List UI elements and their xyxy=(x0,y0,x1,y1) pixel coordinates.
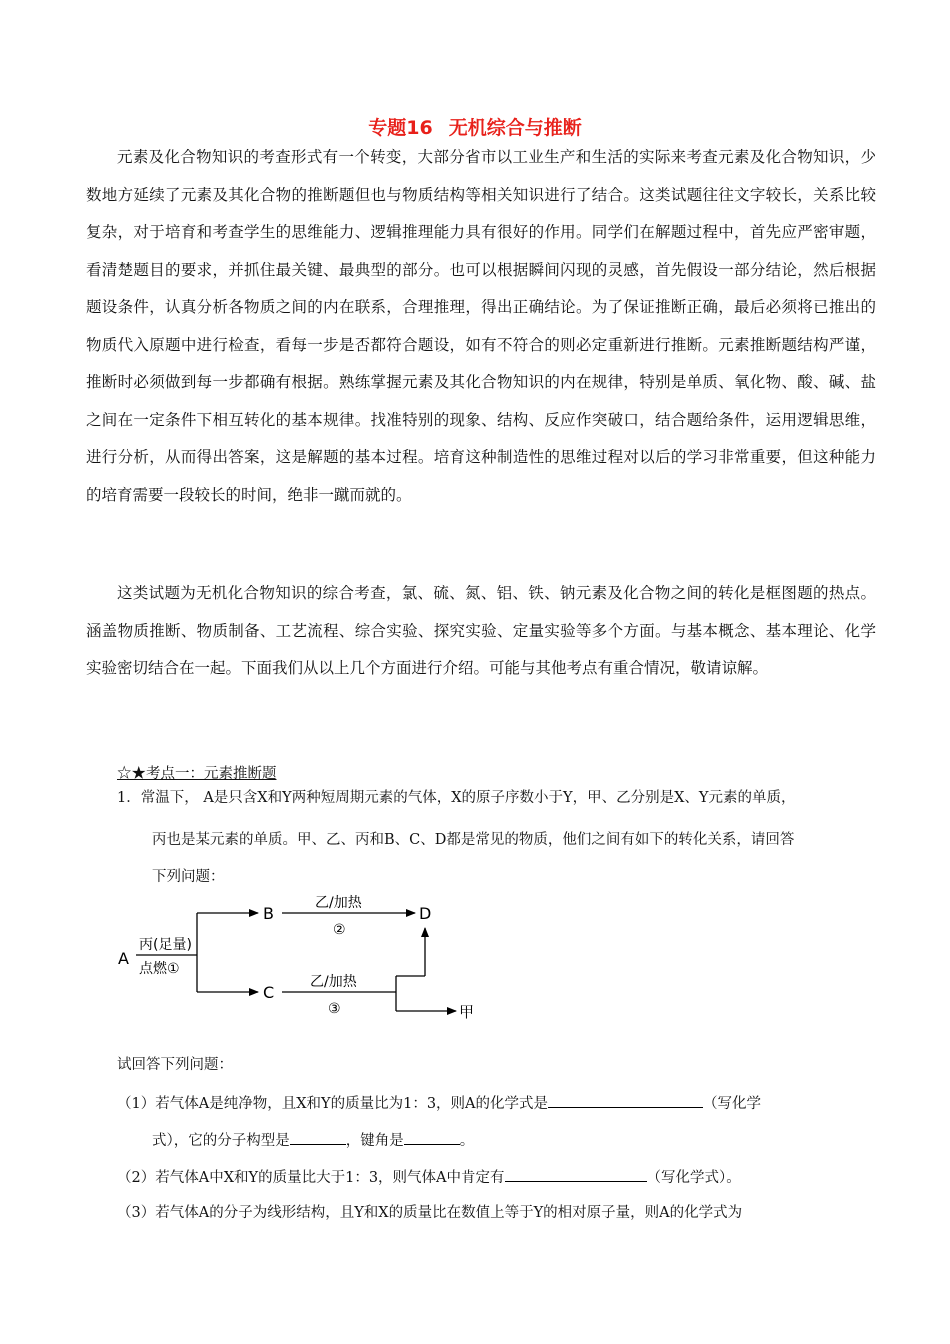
subquestion-1-shape-text: 式），它的分子构型是 xyxy=(152,1133,290,1149)
subquestion-3: （3）若气体A的分子为线形结构，且Y和X的质量比在数值上等于Y的相对原子量，则A的化学式为 xyxy=(117,1205,743,1221)
answer-blank-1[interactable] xyxy=(548,1093,703,1108)
question-1-line-1: 1．常温下， A是只含X和Y两种短周期元素的气体，X的原子序数小于Y，甲、乙分别是X、Y元素的单质， xyxy=(117,790,796,806)
condition-1-bottom: 点燃① xyxy=(139,961,180,977)
conversion-diagram xyxy=(110,893,490,1033)
topic-number: 专题16 xyxy=(368,117,433,139)
node-D: D xyxy=(419,904,432,923)
subquestion-1-angle-text: ，键角是 xyxy=(345,1133,404,1149)
condition-2-bottom: ② xyxy=(333,922,346,938)
subquestion-2 xyxy=(117,1166,741,1187)
subquestion-1-continued xyxy=(152,1129,474,1150)
answer-blank-angle[interactable] xyxy=(404,1130,460,1145)
topic-title: 无机综合与推断 xyxy=(448,117,582,139)
condition-3-bottom: ③ xyxy=(328,1001,341,1017)
subquestion-2-text: （2）若气体A中X和Y的质量比大于1：3，则气体A中肯定有 xyxy=(117,1170,505,1186)
node-B: B xyxy=(263,904,274,923)
condition-3-top: 乙/加热 xyxy=(310,974,357,990)
answer-blank-2[interactable] xyxy=(505,1167,647,1182)
section-heading: ☆★考点一：元素推断题 xyxy=(117,766,277,782)
intro-paragraph-2: 这类试题为无机化合物知识的综合考查，氯、硫、氮、铝、铁、钠元素及化合物之间的转化是框图题的热点。涵盖物质推断、物质制备、工艺流程、综合实验、探究实验、定量实验等多个方面。与基本概念、基本理论、化学实验密切结合在一起。下面我们从以上几个方面进行介绍。可能与其他考点有重合情况，敬请谅解。 xyxy=(86,584,876,677)
node-A: A xyxy=(118,949,129,968)
node-jia: 甲 xyxy=(459,1003,475,1021)
intro-paragraph-1: 元素及化合物知识的考查形式有一个转变，大部分省市以工业生产和生活的实际来考查元素及化合物知识，少数地方延续了元素及其化合物的推断题但也与物质结构等相关知识进行了结合。这类试题往往文字较长，关系比较复杂，对于培育和考查学生的思维能力、逻辑推理能力具有很好的作用。同学们在解题过程中，首先应严密审题，看清楚题目的要求，并抓住最关键、最典型的部分。也可以根据瞬间闪现的灵感，首先假设一部分结论，然后根据题设条件，认真分析各物质之间的内在联系，合理推理，得出正确结论。为了保证推断正确，最后必须将已推出的物质代入原题中进行检查，看每一步是否都符合题设，如有不符合的则必定重新进行推断。元素推断题结构严谨，推断时必须做到每一步都确有根据。熟练掌握元素及其化合物知识的内在规律，特别是单质、氧化物、酸、碱、盐之间在一定条件下相互转化的基本规律。找准特别的现象、结构、反应作突破口，结合题给条件，运用逻辑思维，进行分析，从而得出答案，这是解题的基本过程。培育这种制造性的思维过程对以后的学习非常重要，但这种能力的培育需要一段较长的时间，绝非一蹴而就的。 xyxy=(86,148,876,504)
question-1-continuation xyxy=(152,822,912,896)
question-1-line-3: 下列问题： xyxy=(152,869,225,885)
subquestion-1-note: （写化学 xyxy=(703,1096,762,1112)
subquestion-1-end: 。 xyxy=(459,1133,475,1149)
condition-2-top: 乙/加热 xyxy=(315,895,362,911)
answer-prompt: 试回答下列问题： xyxy=(117,1057,233,1073)
condition-1-top: 丙(足量) xyxy=(139,937,192,953)
answer-blank-shape[interactable] xyxy=(290,1130,346,1145)
subquestion-2-note: （写化学式）。 xyxy=(646,1170,741,1186)
page-title xyxy=(0,113,950,140)
question-1-line-2: 丙也是某元素的单质。甲、乙、丙和B、C、D都是常见的物质，他们之间有如下的转化关系，请回答 xyxy=(152,832,795,848)
node-C: C xyxy=(263,983,275,1002)
subquestion-1 xyxy=(117,1092,761,1113)
subquestion-1-text: （1）若气体A是纯净物，且X和Y的质量比为1：3，则A的化学式是 xyxy=(117,1096,549,1112)
